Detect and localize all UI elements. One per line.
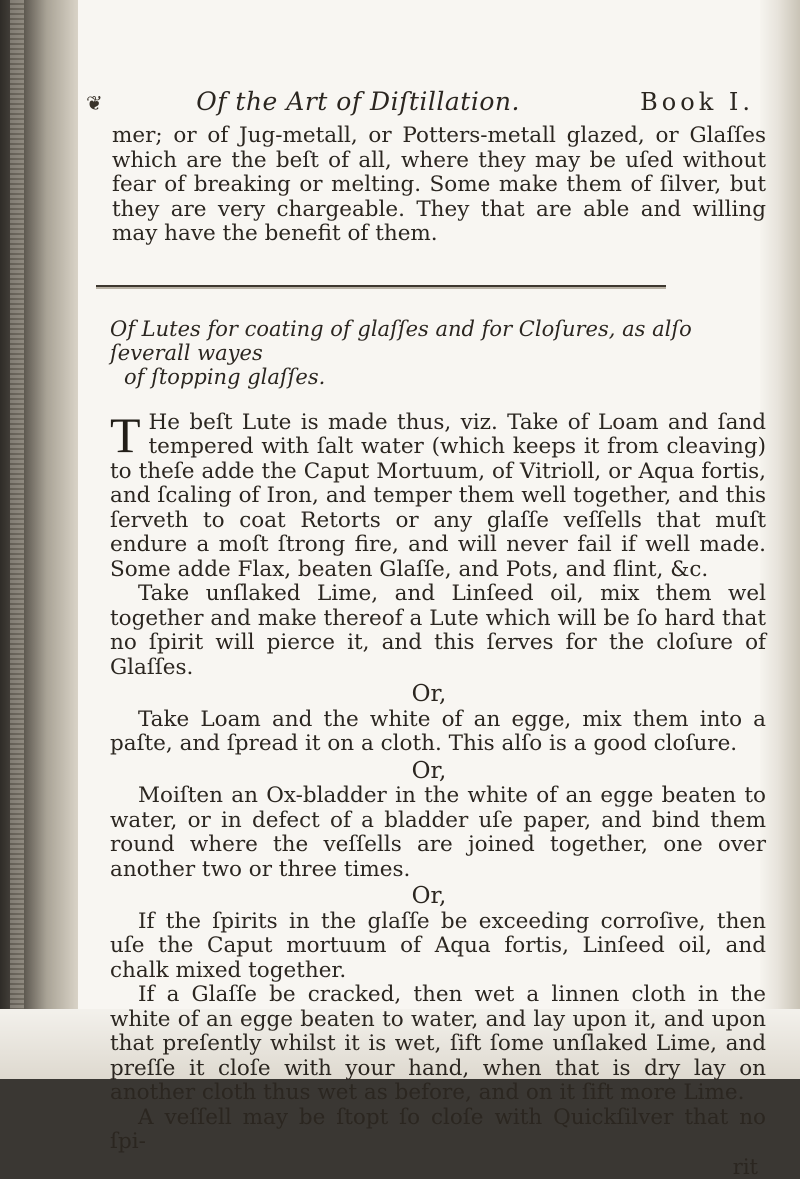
binding-strip bbox=[10, 0, 24, 1079]
paragraph-7: A veſſell may be ſtopt ſo cloſe with Quickſilver that no ſpi- bbox=[84, 1106, 774, 1155]
section-title-line-2: of ſtopping glaſſes. bbox=[110, 365, 764, 389]
section-title bbox=[84, 317, 774, 389]
paragraph-6: If a Glaſſe be cracked, then wet a linnen cloth in the white of an egge beaten to water, and lay upon it, and upon that preſently whilst it is wet, ſift ſome unſlaked Lime, and preſſe it cloſe with your hand, when that is dry lay on another cloth thus wet as before, and on it ſift more Lime. bbox=[84, 983, 774, 1106]
book-label: Book I. bbox=[640, 90, 774, 115]
paragraph-1 bbox=[84, 411, 774, 583]
page-content bbox=[84, 90, 774, 1179]
section-divider bbox=[96, 285, 666, 287]
paragraph-3: Take Loam and the white of an egge, mix them into a paſte, and ſpread it on a cloth. This alſo is a good cloſure. bbox=[84, 708, 774, 757]
paragraph-5: If the ſpirits in the glaſſe be exceeding corroſive, then uſe the Caput mortuum of Aqua fortis, Linſeed oil, and chalk mixed together. bbox=[84, 910, 774, 984]
section-title-line-1: Of Lutes for coating of glaſſes and for Cloſures, as alſo ſeverall wayes bbox=[110, 317, 692, 365]
or-heading-3: Or, bbox=[84, 882, 774, 910]
drop-cap: T bbox=[110, 413, 141, 457]
or-heading-2: Or, bbox=[84, 757, 774, 785]
paragraph-2: Take unſlaked Lime, and Linſeed oil, mix them wel together and make thereof a Lute which will be ſo hard that no ſpirit will pierce it, and this ſerves for the cloſure of Glaſſes. bbox=[84, 582, 774, 680]
paragraph-4: Moiſten an Ox-bladder in the white of an egge beaten to water, or in defect of a bladder uſe paper, and bind them round where the veſſells are joined together, one over another two or three times. bbox=[84, 784, 774, 882]
fleuron-icon: ❦ bbox=[84, 91, 116, 116]
running-header bbox=[84, 90, 774, 124]
paragraph-1-text: He beſt Lute is made thus, viz. Take of Loam and ſand tempered with ſalt water (which keeps it from cleaving) to theſe adde the Caput Mortuum, of Vitrioll, or Aqua fortis, and ſcaling of Iron, and temper them well together, and this ſerveth to coat Retorts or any glaſſe veſſells that muſt endure a moſt ſtrong fire, and will never fail if well made. Some adde Flax, beaten Glaſſe, and Pots, and flint, &c. bbox=[110, 410, 766, 582]
or-heading-1: Or, bbox=[84, 680, 774, 708]
catchword: rit bbox=[84, 1155, 774, 1179]
running-title: Of the Art of Diſtillation. bbox=[116, 90, 640, 115]
intro-paragraph: mer; or of Jug-metall, or Potters-metall glazed, or Glaſſes which are the beſt of all, where they may be uſed without fear of breaking or melting. Some make them of ſilver, but they are very chargeable. They that are able and willing may have the benefit of them. bbox=[84, 124, 774, 247]
